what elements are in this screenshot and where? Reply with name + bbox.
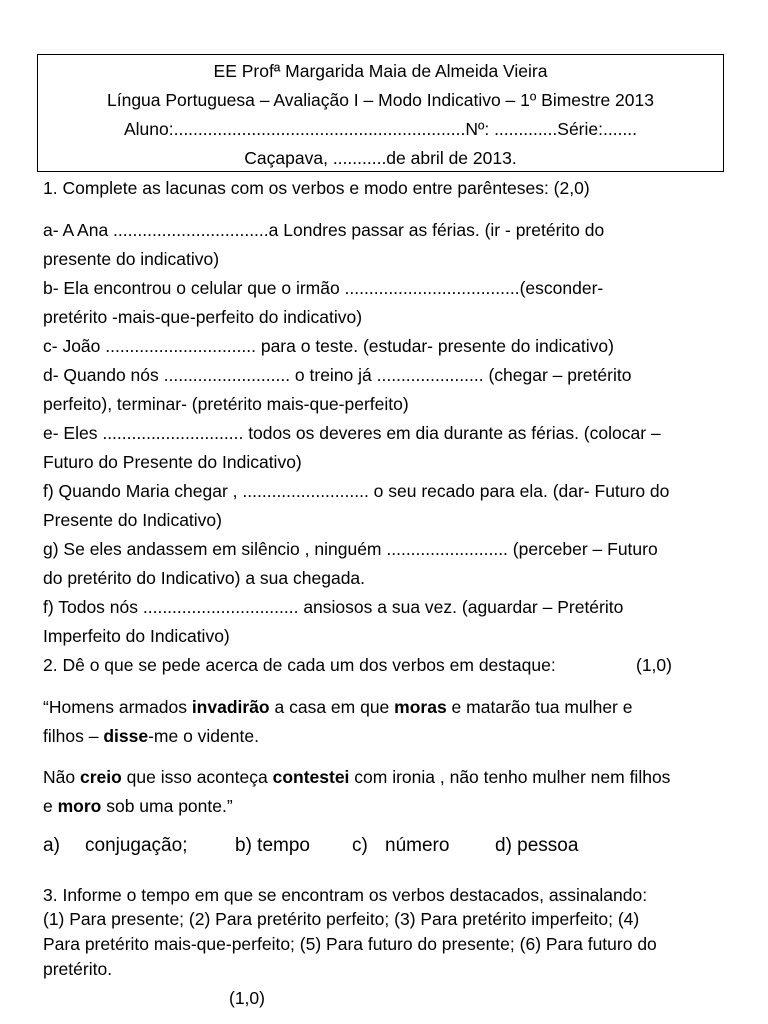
q1-line: pretérito -mais-que-perfeito do indicativo) [43,307,363,327]
option-c-marker: c) [352,835,368,856]
q2-quote-line-2: filhos – disse-me o vidente. [43,726,259,746]
option-a-text: conjugação; [85,835,188,856]
q3-line: (1) Para presente; (2) Para pretérito perfeito; (3) Para pretérito imperfeito; (4) [43,909,640,929]
q3-line: pretérito. [43,959,113,979]
q1-line: f) Quando Maria chegar , .......................... o seu recado para ela. (dar- Futuro do [43,481,670,501]
option-d: d) pessoa [495,835,579,856]
option-b: b) tempo [235,835,310,856]
q1-line: Imperfeito do Indicativo) [43,626,230,646]
option-c-text: número [385,835,450,856]
q1-line: perfeito), terminar- (pretérito mais-que-perfeito) [43,394,409,414]
exam-subject: Língua Portuguesa – Avaliação I – Modo Indicativo – 1º Bimestre 2013 [107,90,654,110]
q1-line: c- João ............................... para o teste. (estudar- presente do indicativo) [43,336,614,356]
q1-line: Presente do Indicativo) [43,510,222,530]
q2-quote-line-3: Não creio que isso aconteça contestei com ironia , não tenho mulher nem filhos [43,767,671,787]
q1-line: f) Todos nós ................................ ansiosos a sua vez. (aguardar – Pretérito [43,597,624,617]
school-name: EE Profª Margarida Maia de Almeida Vieira [213,61,548,81]
q1-line: b- Ela encontrou o celular que o irmão ....................................(esconder- [43,278,604,298]
q2-quote-line-1: “Homens armados invadirão a casa em que moras e matarão tua mulher e [43,697,633,717]
q2-title: 2. Dê o que se pede acerca de cada um dos verbos em destaque: [43,655,556,675]
q1-line: Futuro do Presente do Indicativo) [43,452,302,472]
q1-title: 1. Complete as lacunas com os verbos e modo entre parênteses: (2,0) [43,178,590,198]
q2-points: (1,0) [636,655,672,675]
q1-line: presente do indicativo) [43,249,220,269]
q1-line: d- Quando nós .......................... o treino já ...................... (chegar – pretérito [43,365,632,385]
q2-quote-line-4: e moro sob uma ponte.” [43,796,233,816]
q3-line: Para pretérito mais-que-perfeito; (5) Para futuro do presente; (6) Para futuro do [43,934,657,954]
q1-line: a- A Ana ................................a Londres passar as férias. (ir - pretérito do [43,220,605,240]
option-a-marker: a) [43,835,60,856]
header-box [37,54,724,172]
student-line: Aluno:............................................................Nº: .............Série:....... [123,119,638,139]
q1-line: g) Se eles andassem em silêncio , ninguém ......................... (perceber – Futuro [43,539,658,559]
q3-line: 3. Informe o tempo em que se encontram os verbos destacados, assinalando: [43,885,648,905]
date-line: Caçapava, ...........de abril de 2013. [244,148,517,168]
q1-line: e- Eles ............................. todos os deveres em dia durante as férias. (colocar – [43,423,661,443]
q1-line: do pretérito do Indicativo) a sua chegada. [43,568,366,588]
q3-points: (1,0) [229,988,265,1008]
